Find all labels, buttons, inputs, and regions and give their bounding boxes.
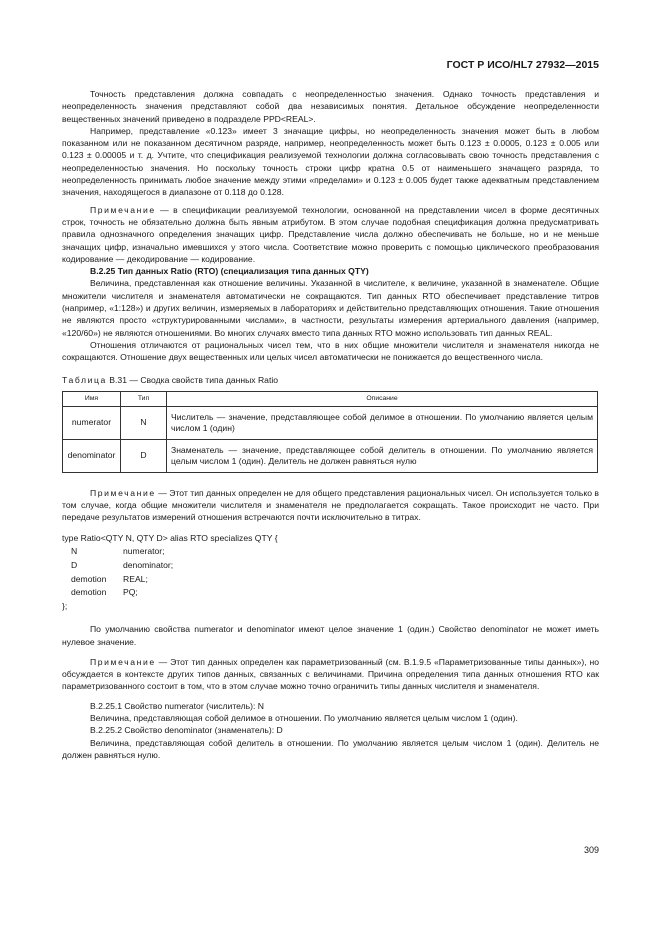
paragraph: Отношения отличаются от рациональных чисел тем, что в них общие множители числителя и знаменателя никогда не сокращаются. Отношение двух вещественных или целых чисел автоматически не понижается до вещественного числа. xyxy=(62,339,599,363)
table-row xyxy=(63,406,598,439)
note xyxy=(62,487,599,524)
code-line xyxy=(62,545,599,559)
code-key: N xyxy=(71,546,78,557)
table-caption-text: B.31 — Сводка свойств типа данных Ratio xyxy=(106,374,279,385)
cell-name: denominator xyxy=(63,439,121,472)
code-key: demotion xyxy=(71,587,107,598)
code-block xyxy=(62,532,599,614)
code-value: numerator; xyxy=(123,546,165,557)
paragraph: Величина, представляющая собой делитель в отношении. По умолчанию является целым числом 1 (один). Делитель не должен равняться нулю. xyxy=(62,737,599,760)
cell-name: numerator xyxy=(63,406,121,439)
code-value: REAL; xyxy=(123,573,148,584)
code-value: PQ; xyxy=(123,587,138,598)
note xyxy=(62,204,599,265)
code-key: D xyxy=(71,559,78,570)
cell-type: N xyxy=(121,406,167,439)
code-key: demotion xyxy=(71,573,107,584)
note-label: Примечание xyxy=(90,656,156,667)
paragraph: Величина, представляющая собой делимое в отношении. По умолчанию является целым числом 1 (один). xyxy=(90,713,518,724)
paragraph: Величина, представленная как отношение величины. Указанной в числителе, к величине, указанной в знаменателе. Общие множители числителя и знаменателя автоматически не сокращаются. Тип данных RTO обеспечивает представление титров (например, «1:128») и других величин, измеряемых в лабораториях и действительно представляющих отношения. Такие отношения не являются просто «структурированными числами», в частности, результаты измерения артериального давления (например, «120/60») не являются отношениями. Во многих случаях вместо типа данных RTO можно использовать тип данных REAL. xyxy=(62,278,599,338)
code-line xyxy=(62,586,599,600)
table-caption xyxy=(62,374,599,386)
subsection-title: B.2.25.1 Свойство numerator (числитель): N xyxy=(90,700,264,711)
column-header-type: Тип xyxy=(121,391,167,406)
cell-description: Знаменатель — значение, представляющее собой делитель в отношении. По умолчанию является целым числом 1 (один). Делитель не должен равняться нулю xyxy=(167,439,598,472)
page-number: 309 xyxy=(583,845,599,855)
document-header: ГОСТ Р ИСО/HL7 27932—2015 xyxy=(446,59,599,71)
column-header-description: Описание xyxy=(167,391,598,406)
cell-type: D xyxy=(121,439,167,472)
code-line: }; xyxy=(62,600,68,611)
code-line xyxy=(62,559,599,573)
section-heading: B.2.25 Тип данных Ratio (RTO) (специализация типа данных QTY) xyxy=(90,266,369,277)
paragraph: Например, представление «0.123» имеет 3 значащие цифры, но неопределенность значения может быть в любом показанном или не показанном десятичном разряде, например, неопределенность может быть 0.123 ± 0.0005, 0.123 ± 0.005 или 0.123 ± 0.00005 и т. д. Учтите, что спецификация реализуемой технологии должна согласовывать свою точность представления с неопределенностью значения. Но поскольку точность строки цифр кратна 0.5 от наименьшего значащего разряда, то неопределенность принимать любое значение между этими «пределами» и 0.123 ± 0.005 будет также адекватным представлением значения, находящегося в диапазоне от 0.118 до 0.128. xyxy=(62,125,599,198)
cell-description: Числитель — значение, представляющее собой делимое в отношении. По умолчанию является целым числом 1 (один) xyxy=(167,406,598,439)
properties-table xyxy=(62,391,598,473)
code-line: type Ratio<QTY N, QTY D> alias RTO specializes QTY { xyxy=(62,532,278,543)
code-value: denominator; xyxy=(123,559,174,570)
note xyxy=(62,656,599,693)
subsection-title: B.2.25.2 Свойство denominator (знаменатель): D xyxy=(90,725,283,736)
page-body xyxy=(62,88,599,761)
note-label: Примечание xyxy=(90,204,156,215)
note-text: — Этот тип данных определен как параметризованный (см. B.1.9.5 «Параметризованные типы данных»), но обсуждается в контексте других типов данных, связанных с величинами. Причина определения типа данных отношения RTO как параметризованного состоит в том, что в этом случае можно точно ограничить типы данных числителя и знаменателя. xyxy=(62,656,599,692)
paragraph: По умолчанию свойства numerator и denominator имеют целое значение 1 (один.) Свойство denominator не может иметь нулевое значение. xyxy=(62,624,599,647)
table-caption-label: Таблица xyxy=(62,374,107,385)
note-text: — в спецификации реализуемой технологии, основанной на представлении чисел в форме десятичных строк, точность не обязательно должна быть явным атрибутом. В этом случае подобная спецификация должна предусматривать правила однозначного определения значащих цифр. Представление числа должно обеспечивать не больше, но и не меньше значащих цифр, изначально имевшихся у этого числа. Соответствие можно проверить с помощью циклического преобразования кодирование — декодирование — кодирование. xyxy=(62,204,599,264)
table-header-row xyxy=(63,391,598,406)
table-row xyxy=(63,439,598,472)
note-text: — Этот тип данных определен не для общего представления рациональных чисел. Он используется только в том случае, когда общие множители числителя и знаменателя не предполагается сокращать. Такое происходит не часто. При передаче результатов измерений отношения встречаются почти исключительно в титрах. xyxy=(62,487,599,523)
paragraph: Точность представления должна совпадать с неопределенностью значения. Однако точность представления и неопределенность значения представляют собой два независимых понятия. Детальное обсуждение неопределенности вещественных значений приведено в подразделе PPD<REAL>. xyxy=(62,89,599,124)
code-line xyxy=(62,573,599,587)
column-header-name: Имя xyxy=(63,391,121,406)
note-label: Примечание xyxy=(90,487,156,498)
